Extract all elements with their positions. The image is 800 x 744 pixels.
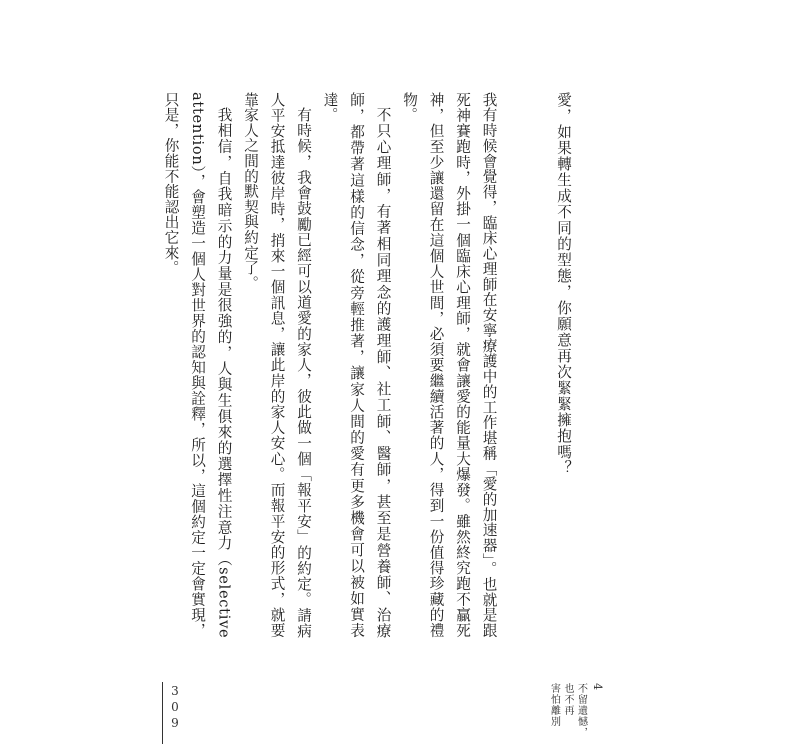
running-head-line: 也不再 <box>562 683 573 716</box>
paragraph: 我有時候會覺得，臨床心理師在安寧療護中的工作堪稱「愛的加速器」。也就是跟死神賽跑時，外掛一個臨床心理師，就會讓愛的能量大爆發。雖然終究跑不贏死神，但至少讓還留在這個人世間，必須要繼續活著的人，得到一份值得珍藏的禮物。 <box>401 92 498 638</box>
paragraph: 我相信，自我暗示的力量是很強的，人與生俱來的選擇性注意力（selective attention），會塑造一個人對世界的認知與詮釋，所以，這個約定一定會實現，只是，你能不能認出它來。 <box>162 92 233 638</box>
running-head-line: 害怕離別 <box>548 683 560 727</box>
running-head <box>547 683 604 743</box>
body-text <box>157 92 590 638</box>
paragraph: 不只心理師，有著相同理念的護理師、社工師、醫師，甚至是營養師、治療師，都帶著這樣的信念，從旁輕推著，讓家人間的愛有更多機會可以被如實表達。 <box>321 92 392 638</box>
chapter-number: 4 <box>591 683 604 691</box>
running-head-line: 不留遺憾， <box>575 683 587 738</box>
section-heading: 愛，如果轉生成不同的型態，你願意再次緊緊擁抱嗎？ <box>555 92 572 476</box>
folio <box>162 682 186 744</box>
page-number: 309 <box>168 684 182 732</box>
paragraph: 有時候，我會鼓勵已經可以道愛的家人，彼此做一個「報平安」的約定。請病人平安抵達彼岸時，捎來一個訊息，讓此岸的家人安心。而報平安的形式，就要靠家人之間的默契與約定了。 <box>242 92 312 638</box>
folio-rule <box>162 682 163 744</box>
